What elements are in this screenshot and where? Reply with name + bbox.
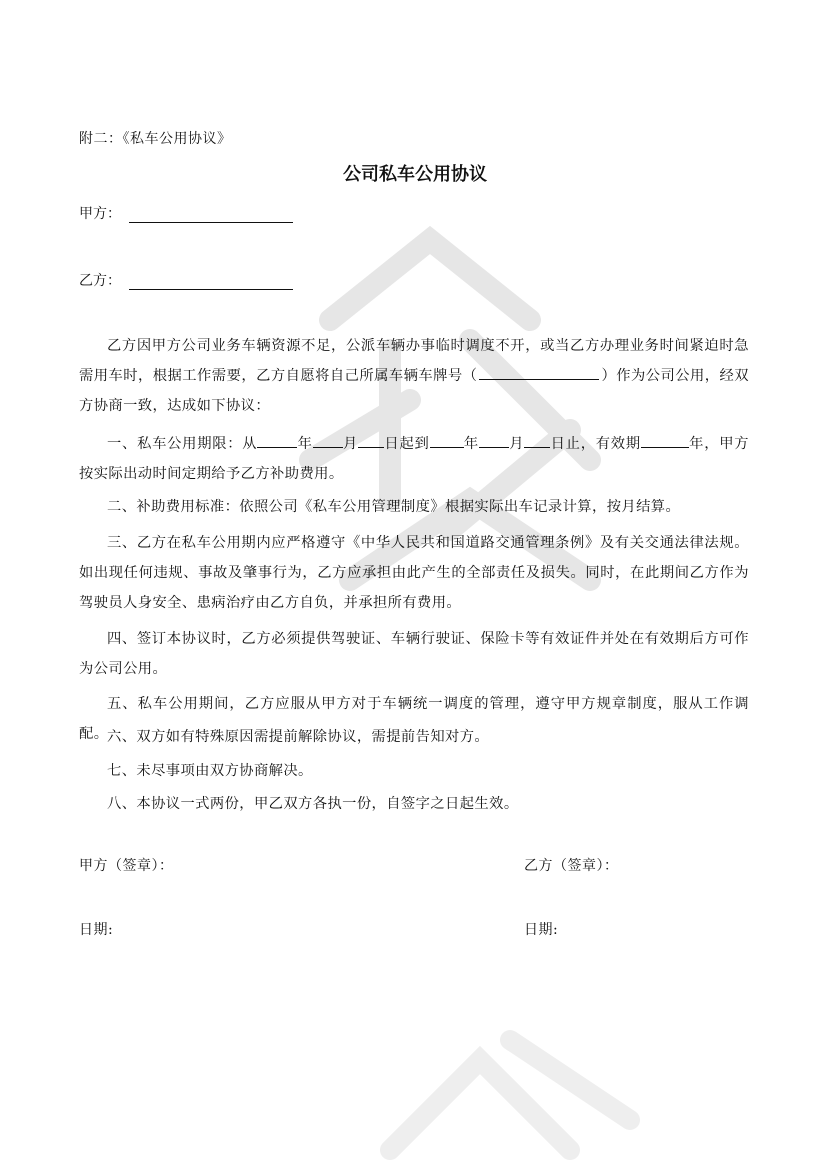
start-day-blank[interactable]	[358, 431, 384, 448]
clause-7: 七、未尽事项由双方协商解决。	[107, 763, 313, 779]
clause1-month-2: 月	[508, 436, 525, 452]
party-b-line	[79, 270, 293, 290]
clause-4: 四、签订本协议时，乙方必须提供驾驶证、车辆行驶证、保险卡等有效证件并处在有效期后方可作为公司公用。	[79, 631, 749, 677]
clause1-from-day: 日起到	[384, 436, 430, 452]
party-b-date-label: 日期:	[524, 922, 559, 938]
annex-label: 附二：《私车公用协议》	[79, 131, 232, 147]
end-month-blank[interactable]	[479, 431, 509, 448]
clause1-month: 月	[342, 436, 359, 452]
party-a-label: 甲方：	[79, 206, 121, 222]
party-a-signature-label: 甲方（签章）：	[79, 858, 174, 874]
intro-text-1: 乙方因甲方公司业务车辆资源不足，公派车辆办事临时调度不开，或当乙方办理业务时间紧迫时急需用车时，根据工作需要，乙方自愿将自己所属车辆车牌号（	[79, 338, 749, 384]
party-a-blank[interactable]	[129, 208, 293, 223]
document-title: 公司私车公用协议	[343, 164, 487, 185]
clause-8: 八、本协议一式两份，甲乙双方各执一份，自签字之日起生效。	[107, 796, 519, 812]
party-b-signature-label: 乙方（签章）：	[524, 858, 619, 874]
clause1-tail: 年，甲方按实际出动时间定期给予乙方补助费用。	[79, 436, 749, 482]
intro-text-2: ）作为公司公用，经双方协商一致，达成如下协议：	[79, 368, 749, 414]
end-day-blank[interactable]	[524, 431, 550, 448]
clause-1	[79, 429, 749, 489]
validity-years-blank[interactable]	[641, 431, 689, 448]
watermark-graphic-bottom	[360, 1000, 660, 1174]
intro-paragraph	[79, 331, 749, 421]
clause-6: 六、双方如有特殊原因需提前解除协议，需提前告知对方。	[107, 729, 490, 745]
start-year-blank[interactable]	[257, 431, 297, 448]
party-b-blank[interactable]	[129, 275, 293, 290]
clause1-year: 年	[297, 436, 313, 452]
plate-number-blank[interactable]	[479, 363, 599, 380]
party-b-label: 乙方：	[79, 273, 121, 289]
start-month-blank[interactable]	[313, 431, 343, 448]
party-a-date-label: 日期:	[79, 922, 114, 938]
clause-5: 五、私车公用期间，乙方应服从甲方对于车辆统一调度的管理，遵守甲方规章制度，服从工作调配。	[79, 696, 749, 742]
clause1-year-2: 年	[463, 436, 479, 452]
clause-2: 二、补助费用标准：依照公司《私车公用管理制度》根据实际出车记录计算，按月结算。	[107, 499, 681, 515]
clause1-validity: 日止，有效期	[550, 436, 641, 452]
clause1-text: 一、私车公用期限：从	[107, 436, 258, 452]
end-year-blank[interactable]	[430, 431, 464, 448]
party-a-line	[79, 203, 293, 223]
clause-3: 三、乙方在私车公用期内应严格遵守《中华人民共和国道路交通管理条例》及有关交通法律法规。如出现任何违规、事故及肇事行为，乙方应承担由此产生的全部责任及损失。同时，在此期间乙方作为驾驶员人身安全、患病治疗由乙方自负，并承担所有费用。	[79, 535, 749, 611]
